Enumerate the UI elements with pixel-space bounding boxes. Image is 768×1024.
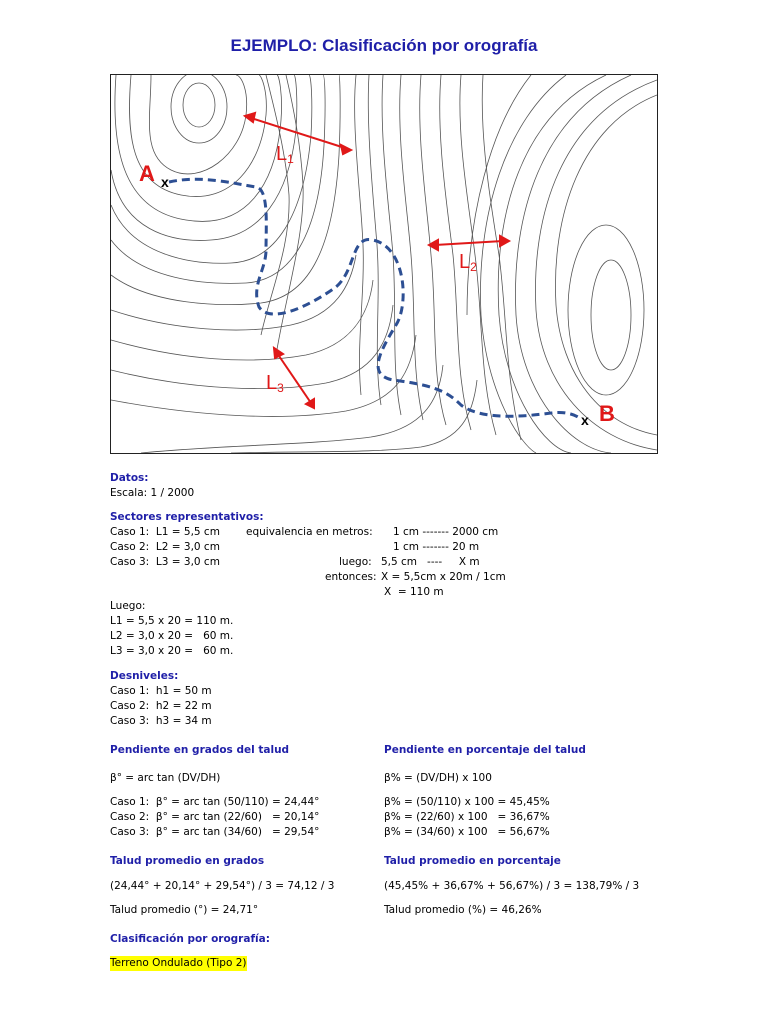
talud-grados-calc: (24,44° + 20,14° + 29,54°) / 3 = 74,12 / 3 — [110, 880, 335, 892]
luego-l2: L2 = 3,0 x 20 = 60 m. — [110, 630, 234, 642]
luego-label: luego: — [339, 556, 372, 568]
equivalencia-label: equivalencia en metros: — [246, 526, 373, 538]
l1-arrow-head-start — [245, 113, 255, 122]
clasificacion-heading: Clasificación por orografía: — [110, 933, 270, 945]
escala-text: Escala: 1 / 2000 — [110, 487, 195, 499]
pendiente-grados-formula: β° = arc tan (DV/DH) — [110, 772, 221, 784]
l2-arrow-head-end — [500, 236, 509, 246]
sector-caso1: Caso 1: L1 = 5,5 cm — [110, 526, 220, 538]
talud-grados-result: Talud promedio (°) = 24,71° — [110, 904, 259, 916]
pendiente-porcentaje-caso2: β% = (22/60) x 100 = 36,67% — [384, 811, 550, 823]
l1-label: L1 — [276, 143, 294, 166]
talud-porcentaje-calc: (45,45% + 36,67% + 56,67%) / 3 = 138,79% / 3 — [384, 880, 640, 892]
topographic-map — [110, 74, 658, 454]
pendiente-grados-caso1: Caso 1: β° = arc tan (50/110) = 24,44° — [110, 796, 320, 808]
luego-heading: Luego: — [110, 600, 146, 612]
contour-map-figure — [111, 75, 657, 453]
pendiente-porcentaje-formula: β% = (DV/DH) x 100 — [384, 772, 492, 784]
point-b-marker: x — [581, 412, 589, 428]
equivalencia-line2: 1 cm ------- 20 m — [393, 541, 480, 553]
desnivel-caso1: Caso 1: h1 = 50 m — [110, 685, 212, 697]
pendiente-grados-heading: Pendiente en grados del talud — [110, 744, 290, 756]
talud-grados-heading: Talud promedio en grados — [110, 855, 265, 867]
pendiente-porcentaje-caso1: β% = (50/110) x 100 = 45,45% — [384, 796, 550, 808]
sector-caso2: Caso 2: L2 = 3,0 cm — [110, 541, 220, 553]
l2-arrow — [435, 241, 503, 245]
route-path — [169, 179, 581, 419]
contour-lines — [111, 75, 657, 453]
clasificacion-result: Terreno Ondulado (Tipo 2) — [110, 957, 247, 969]
l1-arrow-head-end — [341, 145, 351, 154]
talud-porcentaje-heading: Talud promedio en porcentaje — [384, 855, 561, 867]
equivalencia-line1: 1 cm ------- 2000 cm — [393, 526, 499, 538]
desniveles-heading: Desniveles: — [110, 670, 179, 682]
l3-arrow-head-start — [274, 348, 283, 358]
l3-label: L3 — [266, 372, 284, 395]
l3-arrow-head-end — [306, 399, 314, 408]
desnivel-caso3: Caso 3: h3 = 34 m — [110, 715, 212, 727]
page-title: EJEMPLO: Clasificación por orografía — [230, 36, 538, 55]
entonces-value: X = 5,5cm x 20m / 1cm — [381, 571, 506, 583]
entonces-label: entonces: — [325, 571, 377, 583]
pendiente-porcentaje-heading: Pendiente en porcentaje del talud — [384, 744, 586, 756]
luego-value: 5,5 cm ---- X m — [381, 556, 480, 568]
datos-heading: Datos: — [110, 472, 149, 484]
sector-caso3: Caso 3: L3 = 3,0 cm — [110, 556, 220, 568]
l3-arrow — [277, 353, 311, 403]
x-result: X = 110 m — [384, 586, 444, 598]
desnivel-caso2: Caso 2: h2 = 22 m — [110, 700, 212, 712]
pendiente-grados-caso2: Caso 2: β° = arc tan (22/60) = 20,14° — [110, 811, 320, 823]
sectores-heading: Sectores representativos: — [110, 511, 264, 523]
l1-arrow — [251, 118, 345, 148]
luego-l3: L3 = 3,0 x 20 = 60 m. — [110, 645, 234, 657]
talud-porcentaje-result: Talud promedio (%) = 46,26% — [384, 904, 542, 916]
point-a-label: A — [139, 161, 155, 186]
l2-label: L2 — [459, 251, 477, 274]
pendiente-grados-caso3: Caso 3: β° = arc tan (34/60) = 29,54° — [110, 826, 320, 838]
point-a-marker: x — [161, 174, 169, 190]
pendiente-porcentaje-caso3: β% = (34/60) x 100 = 56,67% — [384, 826, 550, 838]
luego-l1: L1 = 5,5 x 20 = 110 m. — [110, 615, 234, 627]
point-b-label: B — [599, 401, 615, 426]
